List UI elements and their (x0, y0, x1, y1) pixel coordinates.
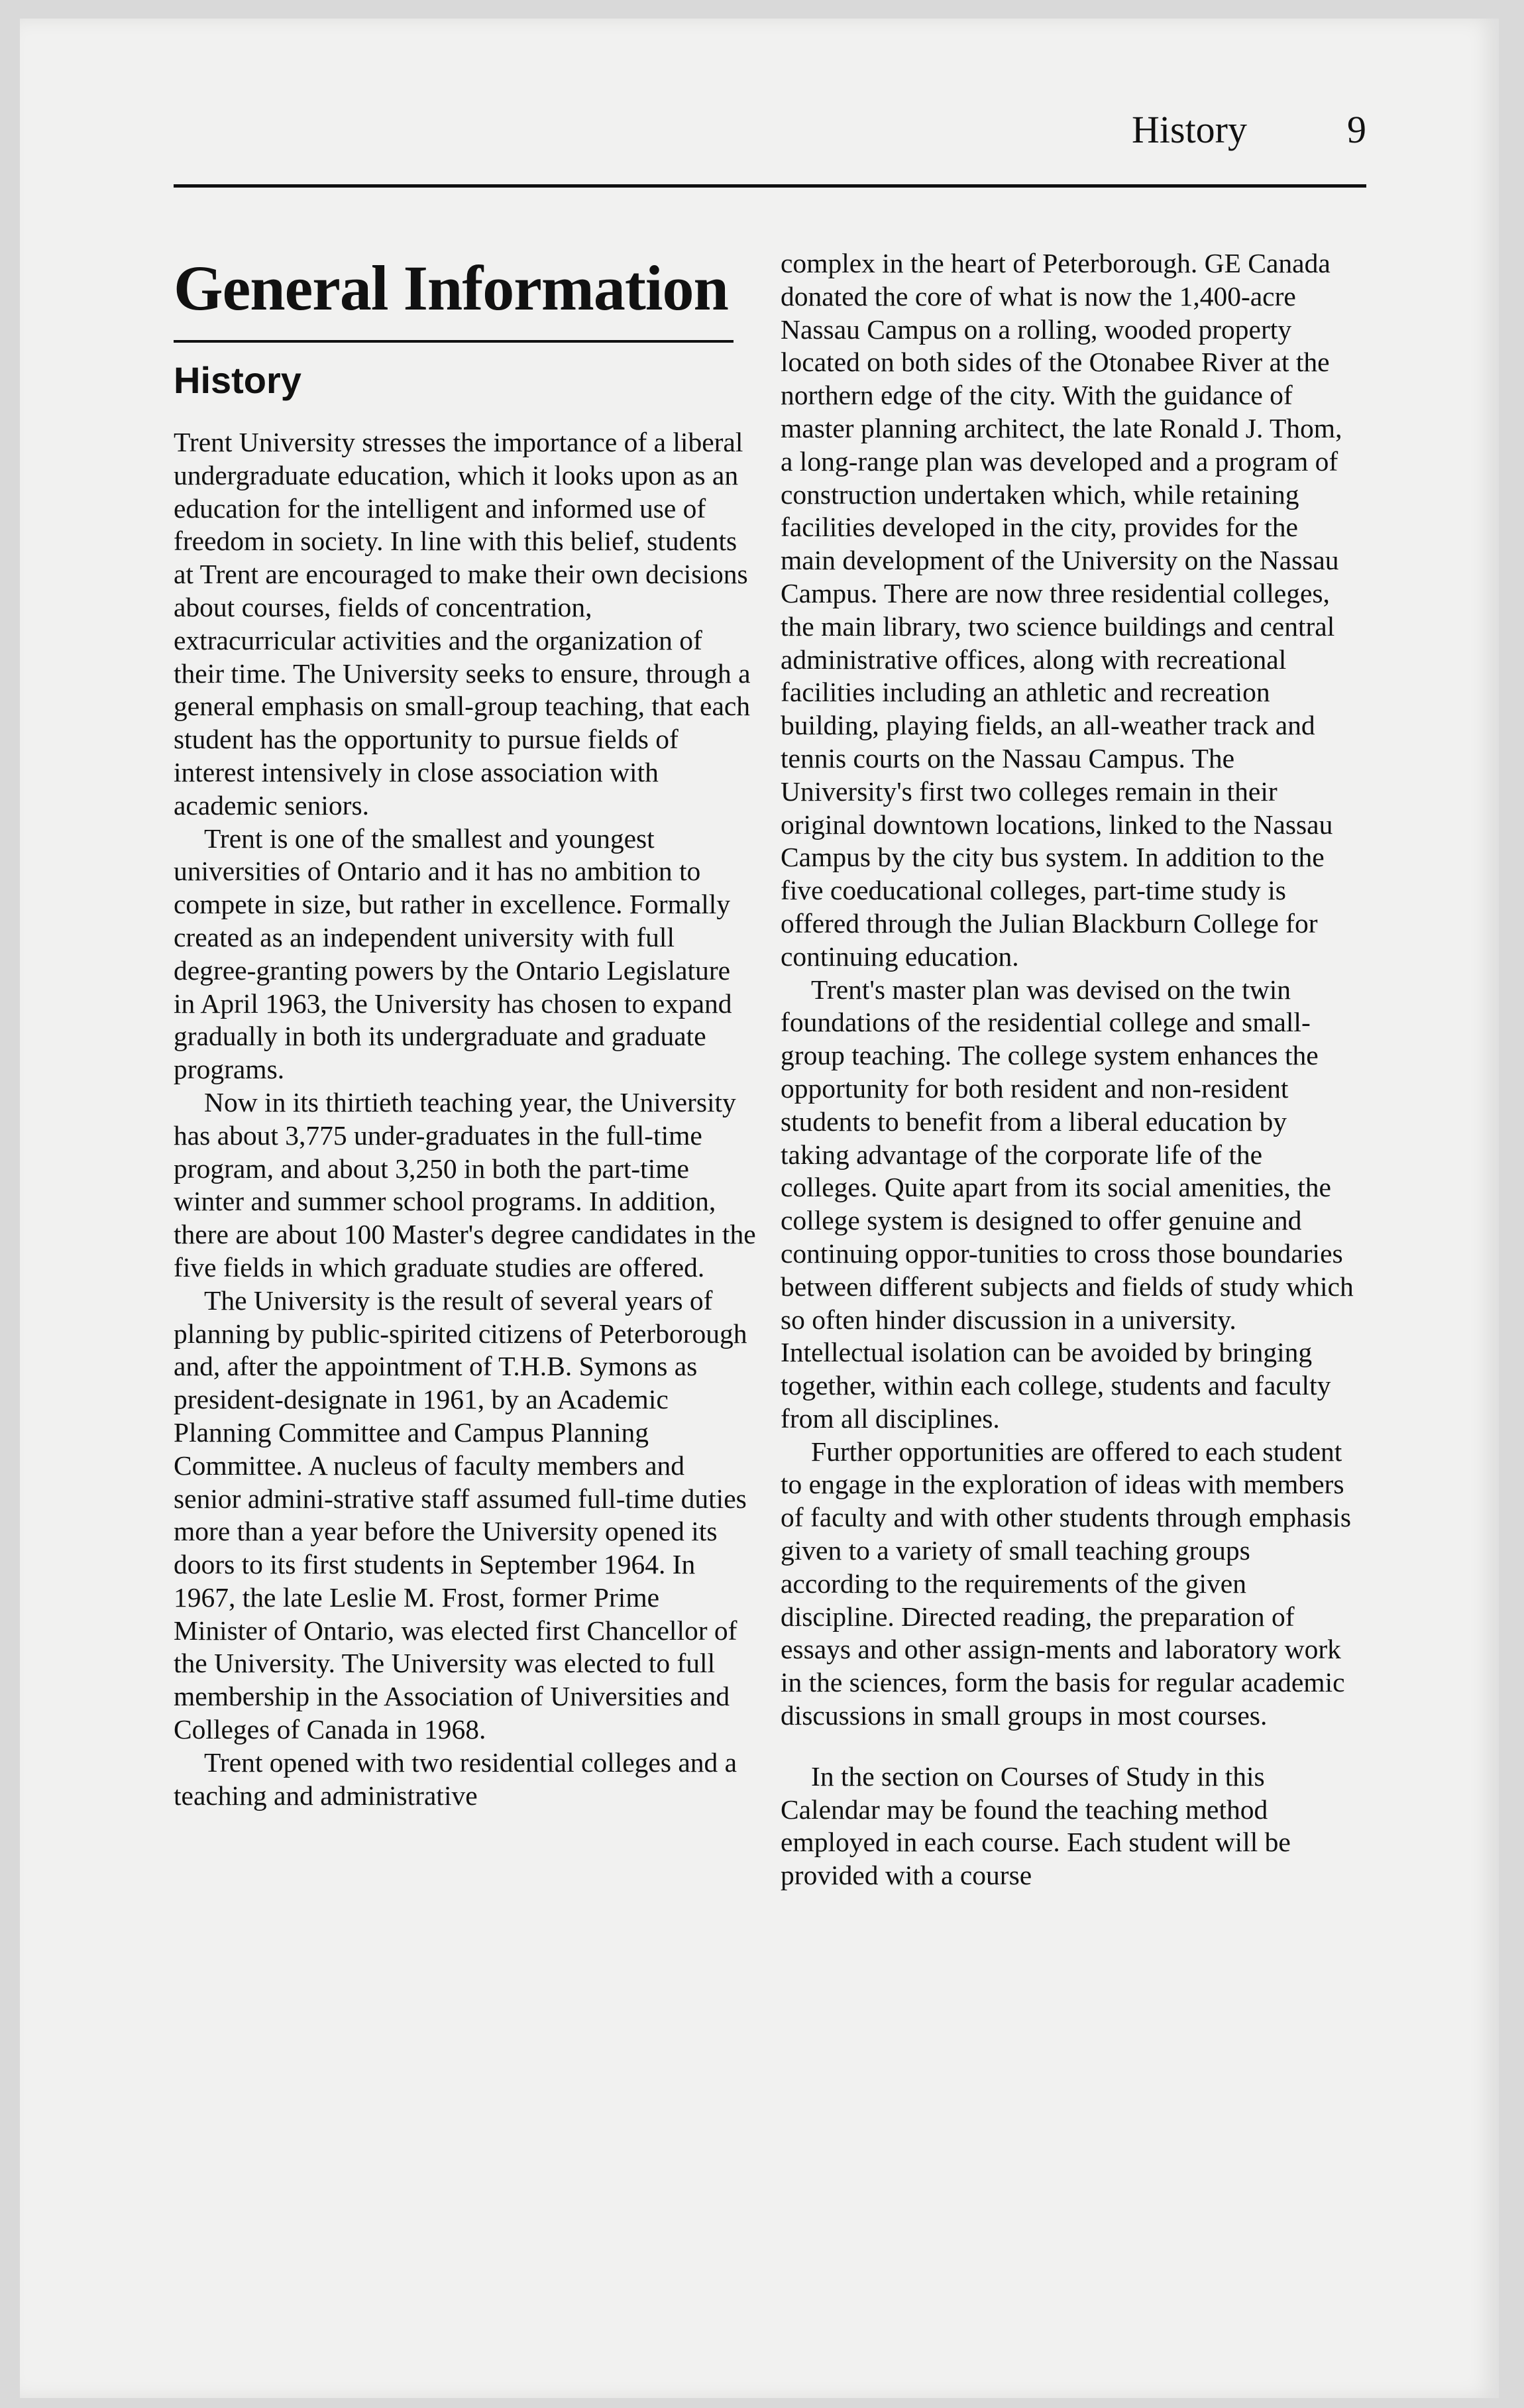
column-left (174, 254, 757, 1812)
paragraph: Trent opened with two residential colleges and a teaching and administrative (174, 1747, 737, 1811)
column-right (781, 247, 1357, 1892)
page-number: 9 (1347, 108, 1366, 151)
section-heading: History (174, 359, 301, 401)
paragraph: In the section on Courses of Study in this Calendar may be found the teaching method employed in each course. Each student will be provided with a course (781, 1760, 1291, 1891)
running-header (174, 103, 1366, 183)
paragraph: The University is the result of several years of planning by public-spirited citizens of Peterborough and, after the appointment of T.H.B. Symons as president-designate in 1961, by an Academic Planning Committee and Campus Planning Committee. A nucleus of faculty members and senior admini-strative staff assumed full-time duties more than a year before the University opened its doors to its first students in September 1964. In 1967, the late Leslie M. Frost, former Prime Minister of Ontario, was elected first Chancellor of the University. The University was elected to full membership in the Association of Universities and Colleges of Canada in 1968. (174, 1285, 747, 1745)
document-page (20, 19, 1499, 2398)
running-header-section: History (1132, 108, 1247, 151)
title-rule (174, 340, 734, 343)
paragraph: complex in the heart of Peterborough. GE Canada donated the core of what is now the 1,400-acre Nassau Campus on a rolling, wooded property located on both sides of the Otonabee River at the northern edge of the city. With the guidance of master planning architect, the late Ronald J. Thom, a long-range plan was developed and a program of construction undertaken which, while retaining facilities developed in the city, provides for the main development of the University on the Nassau Campus. There are now three residential colleges, the main library, two science buildings and central administrative offices, along with recreational facilities including an athletic and recreation building, playing fields, an all-weather track and tennis courts on the Nassau Campus. The University's first two colleges remain in their original downtown locations, linked to the Nassau Campus by the city bus system. In addition to the five coeducational colleges, part-time study is offered through the Julian Blackburn College for continuing education. (781, 248, 1342, 972)
paragraph: Further opportunities are offered to each student to engage in the exploration of ideas with members of faculty and with other students through emphasis given to a variety of small teaching groups according to the requirements of the given discipline. Directed reading, the preparation of essays and other assign-ments and laboratory work in the sciences, form the basis for regular academic discussions in small groups in most courses. (781, 1436, 1351, 1731)
paragraph: Trent's master plan was devised on the twin foundations of the residential college and small-group teaching. The college system enhances the opportunity for both resident and non-resident students to benefit from a liberal education by taking advantage of the corporate life of the colleges. Quite apart from its social amenities, the college system is designed to offer genuine and continuing oppor-tunities to cross those boundaries between different subjects and fields of study which so often hinder discussion in a university. Intellectual isolation can be avoided by bringing together, within each college, students and faculty from all disciplines. (781, 974, 1354, 1434)
paragraph: Trent University stresses the importance of a liberal undergraduate education, which it looks upon as an education for the intelligent and informed use of freedom in society. In line with this belief, students at Trent are encouraged to make their own decisions about courses, fields of concentration, extracurricular activities and the organization of their time. The University seeks to ensure, through a general emphasis on small-group teaching, that each student has the opportunity to pursue fields of interest intensively in close association with academic seniors. (174, 427, 751, 821)
page-title: General Information (174, 253, 728, 323)
header-rule (174, 184, 1366, 188)
paragraph: Trent is one of the smallest and youngest universities of Ontario and it has no ambition to compete in size, but rather in excellence. Formally created as an independent university with full degree-granting powers by the Ontario Legislature in April 1963, the University has chosen to expand gradually in both its undergraduate and graduate programs. (174, 823, 732, 1085)
paragraph: Now in its thirtieth teaching year, the University has about 3,775 under-graduates in the full-time program, and about 3,250 in both the part-time winter and summer school programs. In addition, there are about 100 Master's degree candidates in the five fields in which graduate studies are offered. (174, 1086, 756, 1283)
